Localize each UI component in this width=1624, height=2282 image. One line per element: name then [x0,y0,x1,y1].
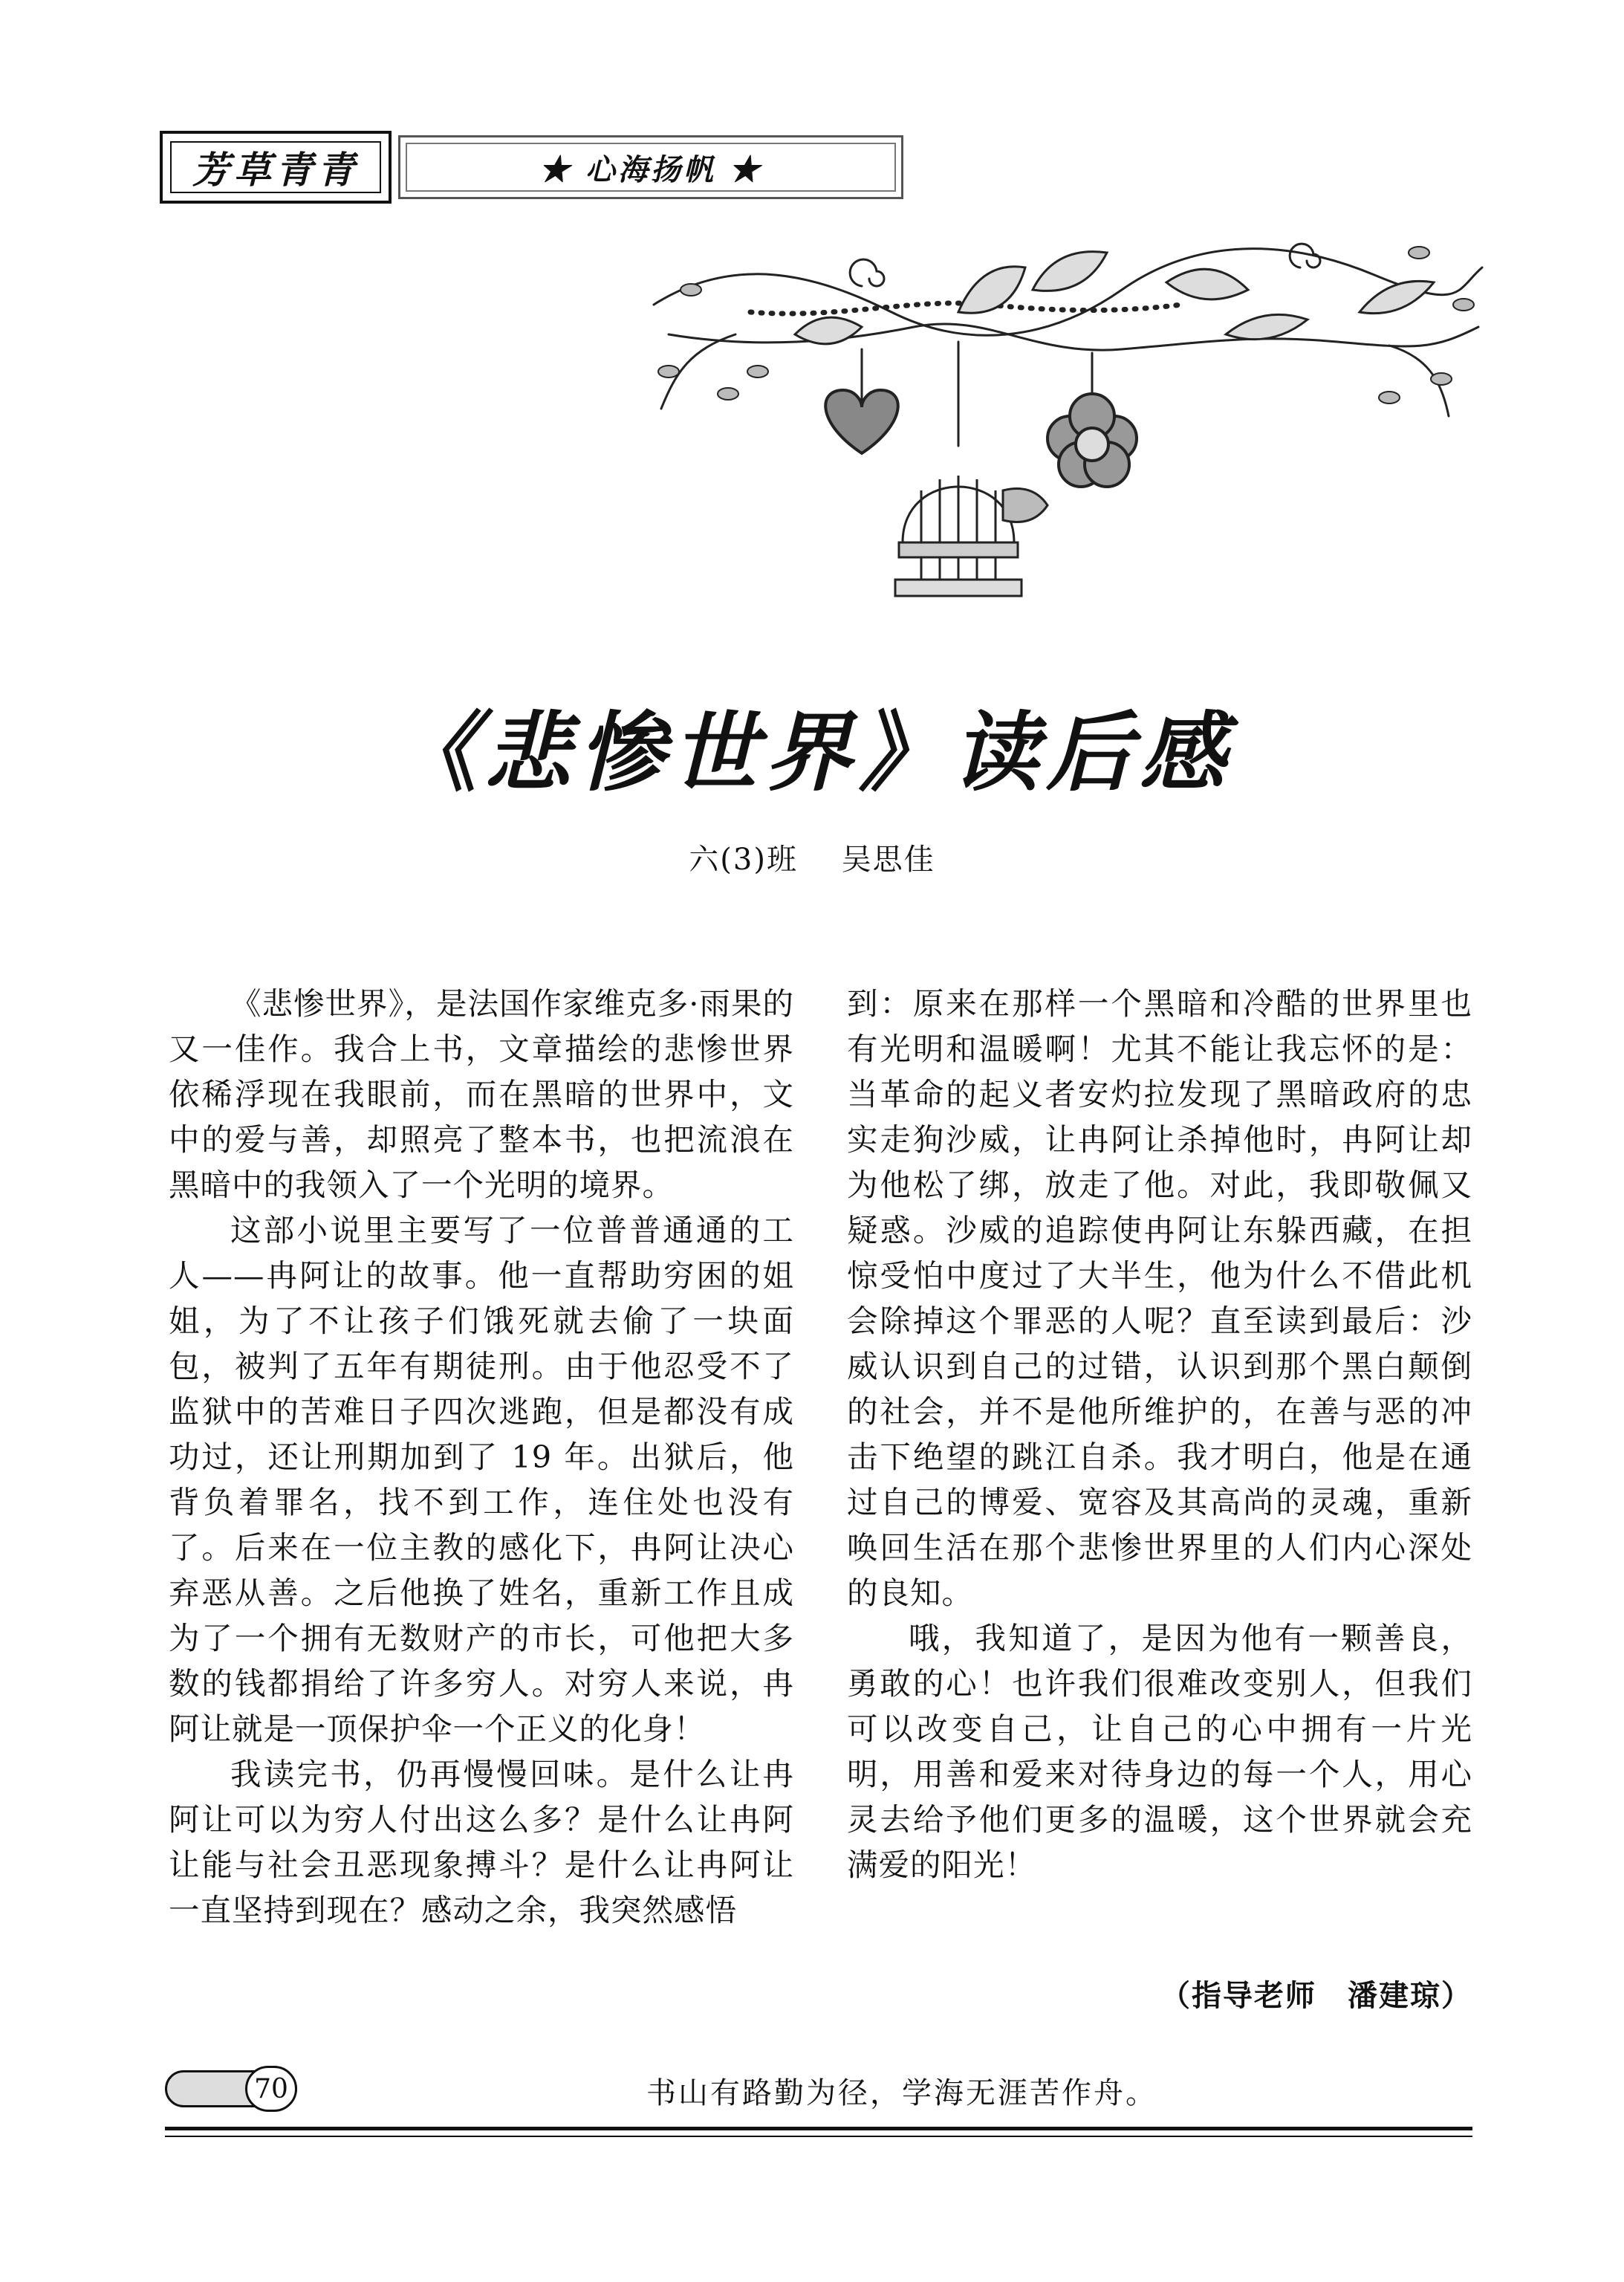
author-name: 吴思佳 [841,843,935,877]
spiral-left [850,259,884,286]
footer-rule [165,2127,1472,2130]
vine-birdcage-illustration [646,223,1486,624]
paragraph: 哦，我知道了，是因为他有一颗善良，勇敢的心！也许我们很难改变别人，但我们可以改变自己，让自己的心中拥有一片光明，用善和爱来对待身边的每一个人，用心灵去给予他们更多的温暖，这个世界就会充满爱的阳光！ [847,1620,1472,1883]
column-banner-inner-frame [406,143,896,192]
class-label: 六(3)班 [689,843,798,877]
leaf [1360,281,1434,313]
small-leaf [1453,299,1474,311]
small-leaf [1379,392,1400,403]
birdcage [895,476,1048,596]
column-banner [398,135,903,199]
lower-vine [669,324,1478,350]
paragraph: 这部小说里主要写了一位普普通通的工人——冉阿让的故事。他一直帮助穷困的姐姐，为了不让孩子们饿死就去偷了一块面包，被判了五年有期徒刑。由于他忍受不了监狱中的苦难日子四次逃跑，但是都没有成功过，还让刑期加到了 19 年。出狱后，他背负着罪名，找不到工作，连住处也没有了。后来在一位主教的感化下，冉阿让决心弃恶从善。之后他换了姓名，重新工作且成为了一个拥有无数财产的市长，可他把大多数的钱都捐给了许多穷人。对穷人来说，冉阿让就是一顶保护伞一个正义的化身！ [169,1212,794,1747]
footer-motto: 书山有路勤为径，学海无涯苦作舟。 [646,2076,1157,2110]
paragraph-continuation: 到：原来在那样一个黑暗和冷酷的世界里也有光明和温暖啊！尤其不能让我忘怀的是：当革命的起义者安灼拉发现了黑暗政府的忠实走狗沙威，让冉阿让杀掉他时，冉阿让却为他松了绑，放走了他。对此，我即敬佩又疑惑。沙威的追踪使冉阿让东躲西藏，在担惊受怕中度过了大半生，他为什么不借此机会除掉这个罪恶的人呢？直至读到最后：沙威认识到自己的过错，认识到那个黑白颠倒的社会，并不是他所维护的，在善与恶的冲击下绝望的跳江自杀。我才明白，他是在通过自己的博爱、宽容及其高尚的灵魂，重新唤回生活在那个悲惨世界里的人们内心深处的良知。 [847,985,1472,1611]
section-tab [160,131,392,204]
page-number: 70 [245,2066,297,2112]
leaf [1166,269,1248,299]
leaf [795,317,862,344]
small-leaf [658,366,679,377]
advisor-credit: （指导老师 潘建琼） [1160,1979,1472,2013]
byline [0,836,1624,878]
left-column [169,981,794,1933]
column-banner-label: ★ 心海扬帆 ★ [539,152,762,187]
paragraph: 《悲惨世界》，是法国作家维克多·雨果的又一佳作。我合上书，文章描绘的悲惨世界依稀浮现在我眼前，而在黑暗的世界中，文中的爱与善，却照亮了整本书，也把流浪在黑暗中的我领入了一个光明的境界。 [169,985,794,1203]
small-leaf [681,284,701,296]
small-leaf [718,388,738,400]
small-leaf [1409,247,1429,259]
footer-rule-thin [165,2136,1472,2137]
small-leaf [1431,373,1452,385]
right-column [847,981,1472,1887]
paragraph: 我读完书，仍再慢慢回味。是什么让冉阿让可以为穷人付出这么多？是什么让冉阿让能与社会丑恶现象搏斗？是什么让冉阿让一直坚持到现在？感动之余，我突然感悟 [169,1756,794,1928]
leaf [958,267,1025,314]
section-tab-label: 芳草青青 [192,148,359,192]
hanging-flower [1048,394,1137,487]
article-title: 《悲惨世界》读后感 [391,703,1233,803]
leaf [1226,314,1308,339]
leaf [1033,252,1107,291]
small-leaf [747,366,768,377]
section-tab-inner-frame [170,141,381,193]
